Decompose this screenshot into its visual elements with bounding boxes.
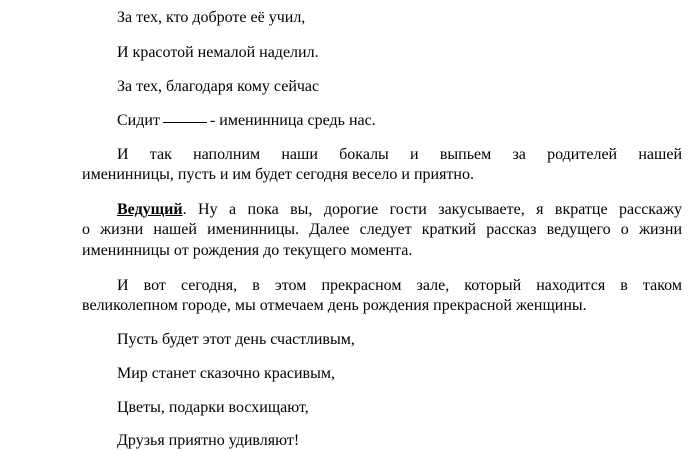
toast-paragraph-line-1: И так наполним наши бокалы и выпьем за родителей нашей: [117, 146, 682, 163]
poem2-line-4: Друзья приятно удивляют!: [117, 432, 300, 449]
poem-line-1: За тех, кто доброте её учил,: [117, 9, 306, 26]
poem2-line-2: Мир станет сказочно красивым,: [117, 365, 335, 382]
poem-line-4: [117, 111, 376, 131]
poem-line-4-end: - именинница средь нас.: [209, 112, 376, 129]
host-paragraph-line-2: о жизни нашей именинницы. Далее следует краткий рассказ ведущего о жизни: [82, 221, 682, 238]
host-paragraph-line-1: [82, 200, 682, 220]
poem-line-4-start: Сидит: [117, 112, 160, 129]
host-paragraph-line-1-text: . Ну а пока вы, дорогие гости закусываете, я вкратце расскажу: [182, 201, 682, 218]
name-blank: [163, 122, 207, 123]
speaker-label: Ведущий: [117, 201, 183, 218]
host-paragraph-line-3: именинницы от рождения до текущего момента.: [82, 242, 413, 259]
poem-line-3: За тех, благодаря кому сейчас: [117, 78, 320, 95]
toast-paragraph-line-2: именинницы, пусть и им будет сегодня весело и приятно.: [82, 166, 474, 183]
today-paragraph-line-1: И вот сегодня, в этом прекрасном зале, который находится в таком: [117, 277, 682, 294]
poem2-line-3: Цветы, подарки восхищают,: [117, 399, 309, 416]
poem-line-2: И красотой немалой наделил.: [117, 44, 319, 61]
today-paragraph-line-2: великолепном городе, мы отмечаем день рождения прекрасной женщины.: [82, 297, 587, 314]
poem2-line-1: Пусть будет этот день счастливым,: [117, 331, 355, 348]
